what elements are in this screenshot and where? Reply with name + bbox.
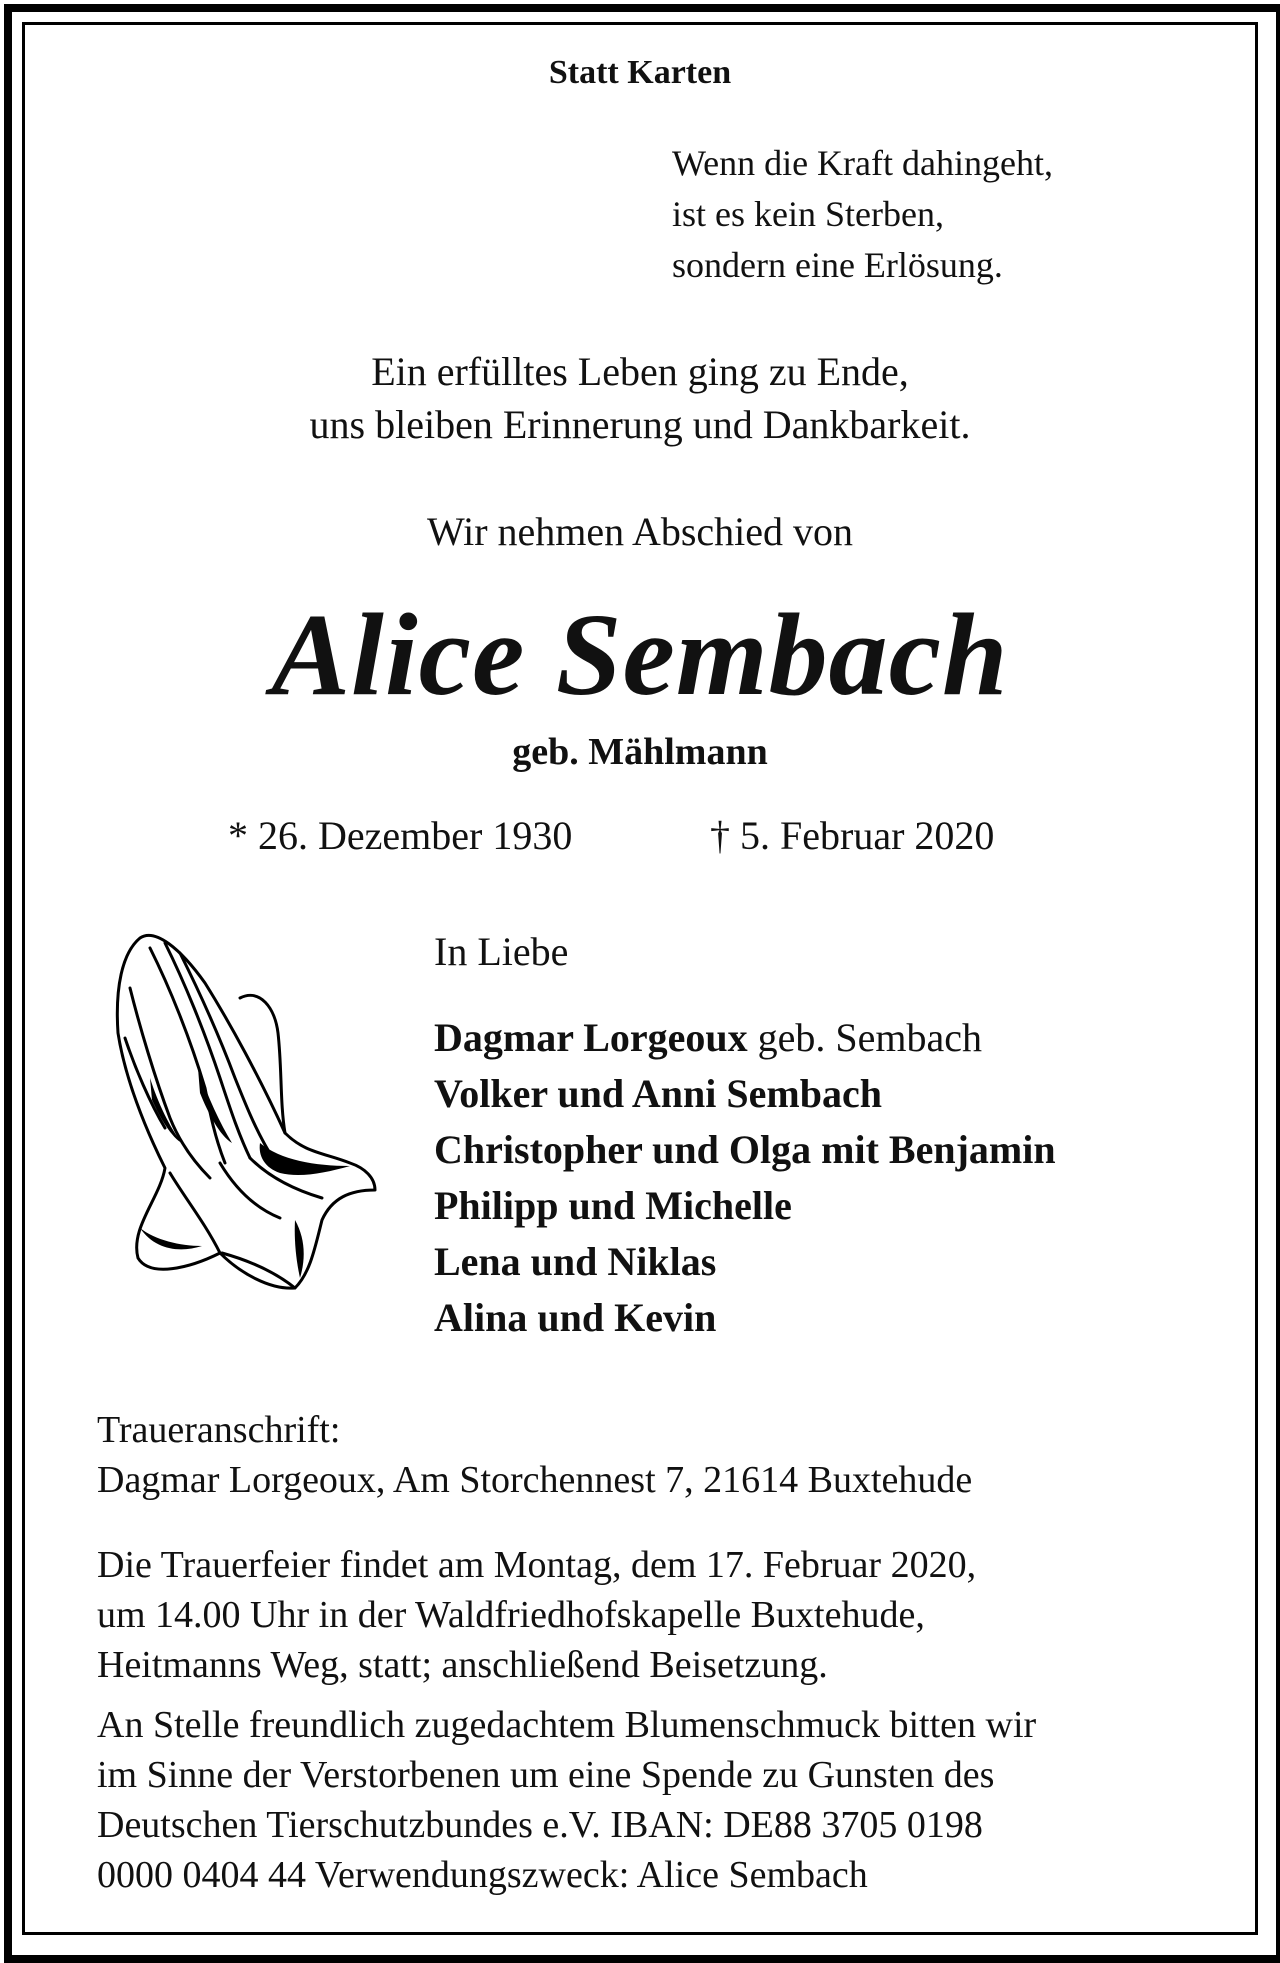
birth-date: * 26. Dezember 1930	[228, 813, 573, 858]
mourner-line	[434, 1066, 1056, 1122]
mourner-name: Volker und Anni Sembach	[434, 1071, 882, 1116]
lead-line: uns bleiben Erinnerung und Dankbarkeit.	[309, 402, 971, 447]
motto-verse	[672, 138, 1053, 291]
service-line: Die Trauerfeier findet am Montag, dem 17. Februar 2020,	[97, 1544, 977, 1586]
mourner-line	[434, 1234, 1056, 1290]
death-date: † 5. Februar 2020	[710, 813, 995, 858]
lead-text	[0, 345, 1280, 451]
lead-line: Ein erfülltes Leben ging zu Ende,	[371, 349, 909, 394]
address-label: Traueranschrift:	[97, 1409, 341, 1451]
mourner-name: Alina und Kevin	[434, 1295, 717, 1340]
donation-info	[97, 1700, 1036, 1900]
mourner-line	[434, 1178, 1056, 1234]
motto-line: sondern eine Erlösung.	[672, 245, 1003, 285]
mourner-line	[434, 1290, 1056, 1346]
farewell-line: Wir nehmen Abschied von	[426, 509, 854, 554]
mourners-list	[434, 1010, 1056, 1346]
donation-line: im Sinne der Verstorbenen um eine Spende zu Gunsten des	[97, 1754, 995, 1796]
donation-line: An Stelle freundlich zugedachtem Blumenschmuck bitten wir	[97, 1704, 1037, 1746]
deceased-name: Alice Sembach	[271, 589, 1009, 720]
notice-heading: Statt Karten	[548, 54, 732, 91]
service-line: um 14.00 Uhr in der Waldfriedhofskapelle Buxtehude,	[97, 1594, 925, 1636]
mourner-name: Dagmar Lorgeoux	[434, 1015, 748, 1060]
donation-line: 0000 0404 44 Verwendungszweck: Alice Sembach	[97, 1854, 868, 1896]
mourner-suffix: geb. Sembach	[747, 1015, 983, 1060]
donation-line: Deutschen Tierschutzbundes e.V. IBAN: DE88 3705 0198	[97, 1804, 983, 1846]
motto-line: ist es kein Sterben,	[672, 194, 944, 234]
motto-line: Wenn die Kraft dahingeht,	[672, 143, 1053, 183]
service-line: Heitmanns Weg, statt; anschließend Beisetzung.	[97, 1644, 828, 1686]
mourner-name: Philipp und Michelle	[434, 1183, 792, 1228]
in-love-line: In Liebe	[434, 929, 569, 974]
mourner-name: Christopher und Olga mit Benjamin	[434, 1127, 1056, 1172]
address-text: Dagmar Lorgeoux, Am Storchennest 7, 21614 Buxtehude	[97, 1459, 973, 1501]
mourner-line	[434, 1010, 1056, 1066]
praying-hands-icon	[110, 928, 380, 1293]
mourner-name: Lena und Niklas	[434, 1239, 717, 1284]
maiden-name: geb. Mählmann	[512, 731, 768, 773]
mourner-line	[434, 1122, 1056, 1178]
service-info	[97, 1540, 976, 1690]
mourning-address	[97, 1405, 972, 1505]
